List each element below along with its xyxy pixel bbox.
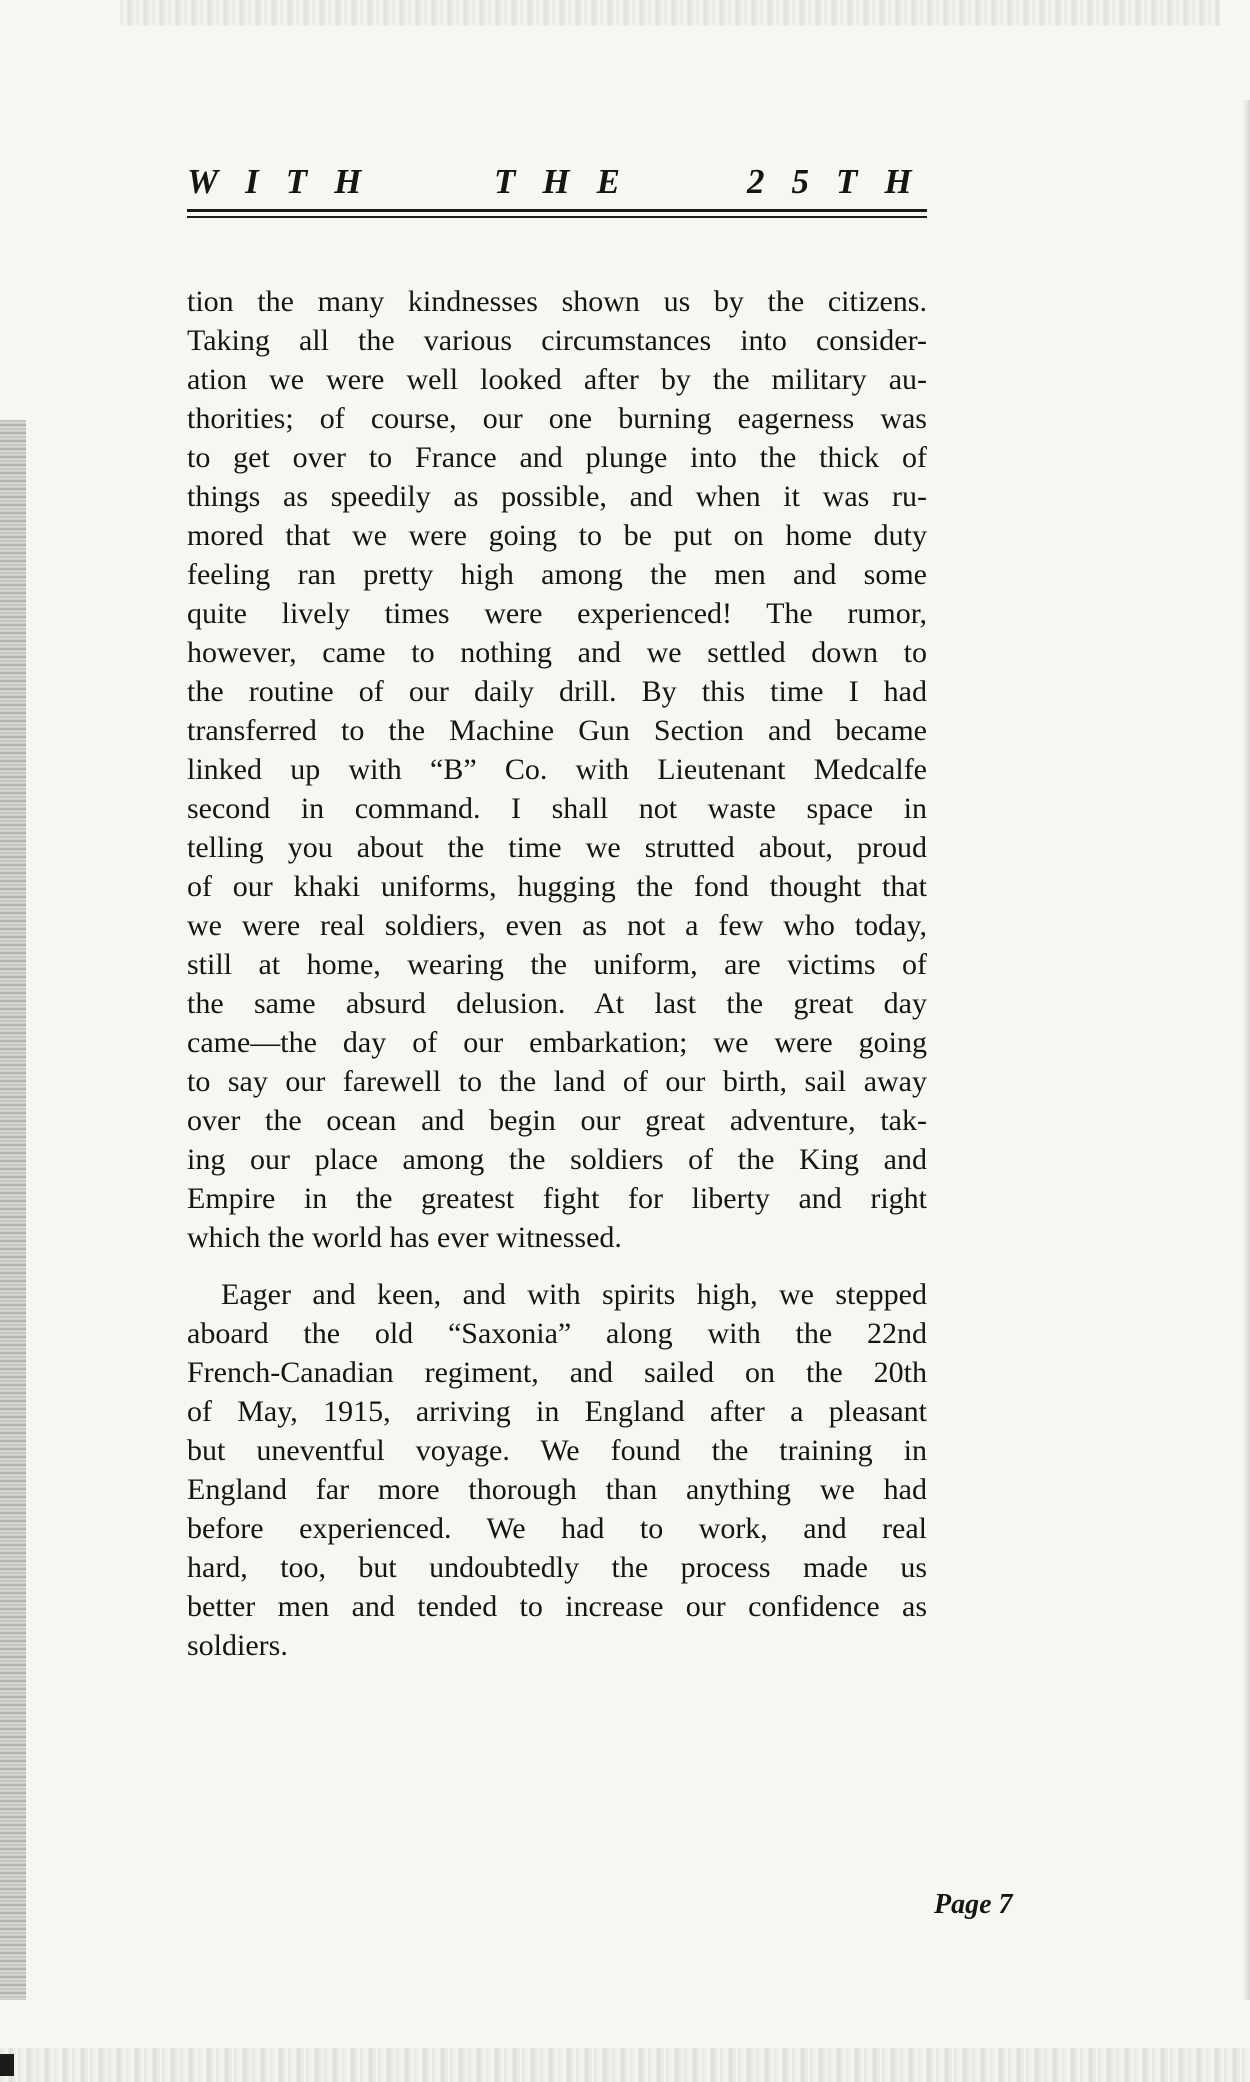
- text-line: things as speedily as possible, and when it was ru-: [187, 480, 927, 513]
- scan-edge-bottom: [0, 2048, 1250, 2082]
- scan-edge-left: [0, 420, 26, 2000]
- text-line: still at home, wearing the uniform, are victims of: [187, 948, 927, 981]
- body-text: [187, 282, 927, 1665]
- running-head: [187, 158, 939, 206]
- text-line: ation we were well looked after by the military au-: [187, 363, 927, 396]
- text-line: mored that we were going to be put on home duty: [187, 519, 927, 552]
- running-head-right: 25TH: [747, 162, 939, 201]
- text-line: better men and tended to increase our confidence as: [187, 1590, 927, 1623]
- text-line: French-Canadian regiment, and sailed on the 20th: [187, 1356, 927, 1389]
- paragraph-1: [187, 282, 927, 1257]
- text-line: feeling ran pretty high among the men and some: [187, 558, 927, 591]
- text-line: to say our farewell to the land of our birth, sail away: [187, 1065, 927, 1098]
- text-line: the same absurd delusion. At last the great day: [187, 987, 927, 1020]
- scan-edge-right: [1242, 100, 1250, 2000]
- text-line: before experienced. We had to work, and real: [187, 1512, 927, 1545]
- text-line: England far more thorough than anything we had: [187, 1473, 927, 1506]
- text-line: linked up with “B” Co. with Lieutenant Medcalfe: [187, 753, 927, 786]
- text-line: aboard the old “Saxonia” along with the 22nd: [187, 1317, 927, 1350]
- text-line: of May, 1915, arriving in England after a pleasant: [187, 1395, 927, 1428]
- running-head-center: THE: [494, 162, 647, 201]
- text-line: telling you about the time we strutted about, proud: [187, 831, 927, 864]
- text-line: but uneventful voyage. We found the training in: [187, 1434, 927, 1467]
- corner-mark: [0, 2054, 14, 2076]
- header-rule-thin: [187, 216, 927, 218]
- paragraph-2: [187, 1275, 927, 1665]
- text-line: ing our place among the soldiers of the King and: [187, 1143, 927, 1176]
- text-line: Eager and keen, and with spirits high, we stepped: [221, 1278, 927, 1311]
- text-line: transferred to the Machine Gun Section and became: [187, 714, 927, 747]
- text-line: over the ocean and begin our great adventure, tak-: [187, 1104, 927, 1137]
- text-line: the routine of our daily drill. By this time I had: [187, 675, 927, 708]
- text-line: Empire in the greatest fight for liberty and right: [187, 1182, 927, 1215]
- text-line: of our khaki uniforms, hugging the fond thought that: [187, 870, 927, 903]
- text-line: Taking all the various circumstances into consider-: [187, 324, 927, 357]
- text-line: we were real soldiers, even as not a few who today,: [187, 909, 927, 942]
- text-line: tion the many kindnesses shown us by the citizens.: [187, 285, 927, 318]
- page-number: Page 7: [934, 1889, 1013, 1920]
- text-line: thorities; of course, our one burning eagerness was: [187, 402, 927, 435]
- scan-edge-top: [120, 0, 1220, 26]
- text-line: however, came to nothing and we settled down to: [187, 636, 927, 669]
- text-line: second in command. I shall not waste space in: [187, 792, 927, 825]
- text-line: came—the day of our embarkation; we were going: [187, 1026, 927, 1059]
- text-line: which the world has ever witnessed.: [187, 1221, 622, 1254]
- text-line: quite lively times were experienced! The rumor,: [187, 597, 927, 630]
- running-head-left: WITH: [187, 162, 389, 201]
- text-line: hard, too, but undoubtedly the process made us: [187, 1551, 927, 1584]
- text-line: soldiers.: [187, 1629, 288, 1662]
- text-line: to get over to France and plunge into the thick of: [187, 441, 927, 474]
- header-rule-thick: [187, 209, 927, 212]
